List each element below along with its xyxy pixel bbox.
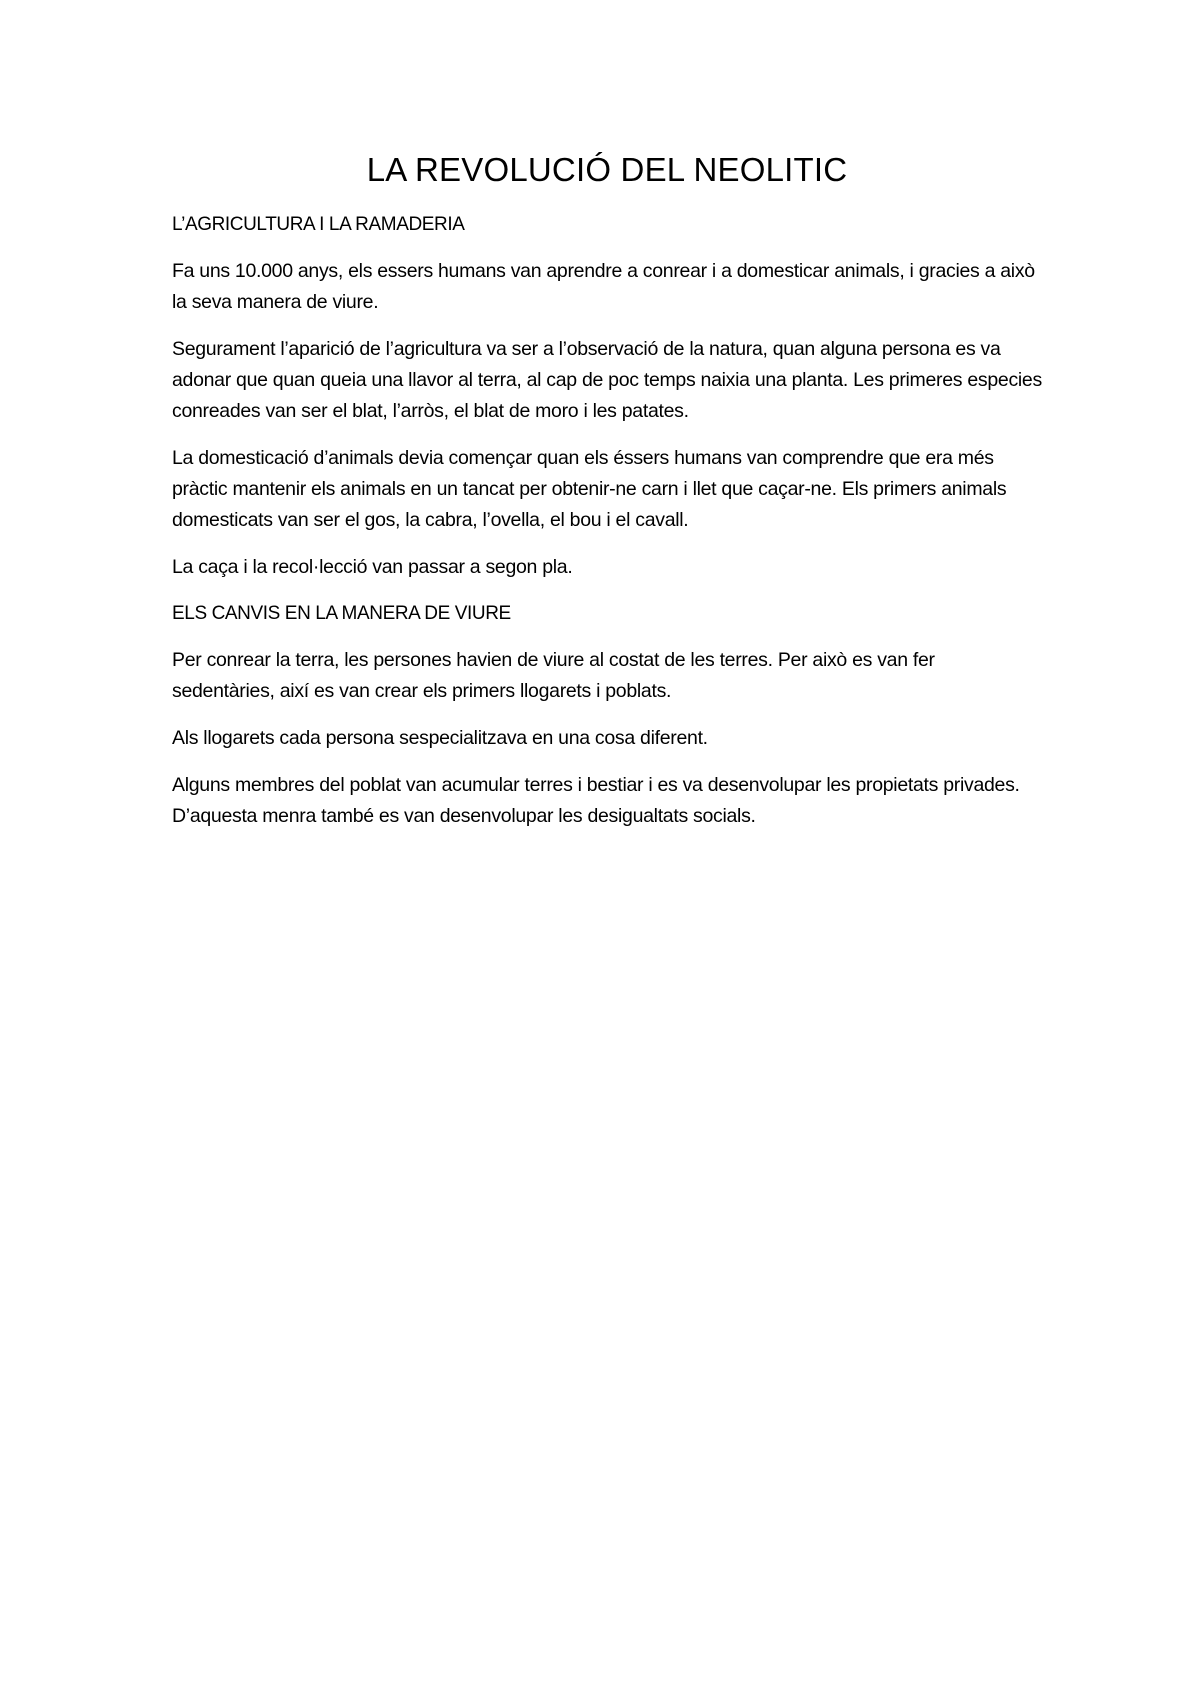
paragraph: La caça i la recol·lecció van passar a segon pla. (172, 556, 573, 578)
paragraph: Segurament l’aparició de l’agricultura va ser a l’observació de la natura, quan alguna persona es va adonar que quan queia una llavor al terra, al cap de poc temps naixia una planta. Les primeres especies conreades van ser el blat, l’arròs, el blat de moro i les patates. (172, 338, 1042, 422)
section-heading: L’AGRICULTURA I LA RAMADERIA (172, 214, 465, 235)
paragraph: Fa uns 10.000 anys, els essers humans van aprendre a conrear i a domesticar animals, i gracies a això la seva manera de viure. (172, 260, 1035, 313)
document-title: LA REVOLUCIÓ DEL NEOLITIC (366, 151, 848, 188)
section-agriculture (172, 210, 1042, 583)
paragraph: Alguns membres del poblat van acumular terres i bestiar i es va desenvolupar les propietats privades. D’aquesta menra també es van desenvolupar les desigualtats socials. (172, 774, 1020, 827)
paragraph: Per conrear la terra, les persones havien de viure al costat de les terres. Per això es van fer sedentàries, així es van crear els primers llogarets i poblats. (172, 649, 935, 702)
paragraph: Als llogarets cada persona sespecialitzava en una cosa diferent. (172, 727, 708, 749)
section-heading: ELS CANVIS EN LA MANERA DE VIURE (172, 603, 511, 624)
document-body (172, 150, 1042, 848)
section-changes (172, 599, 1042, 832)
paragraph: La domesticació d’animals devia començar quan els éssers humans van comprendre que era més pràctic mantenir els animals en un tancat per obtenir-ne carn i llet que caçar-ne. Els primers animals domesticats van ser el gos, la cabra, l’ovella, el bou i el cavall. (172, 447, 1007, 531)
